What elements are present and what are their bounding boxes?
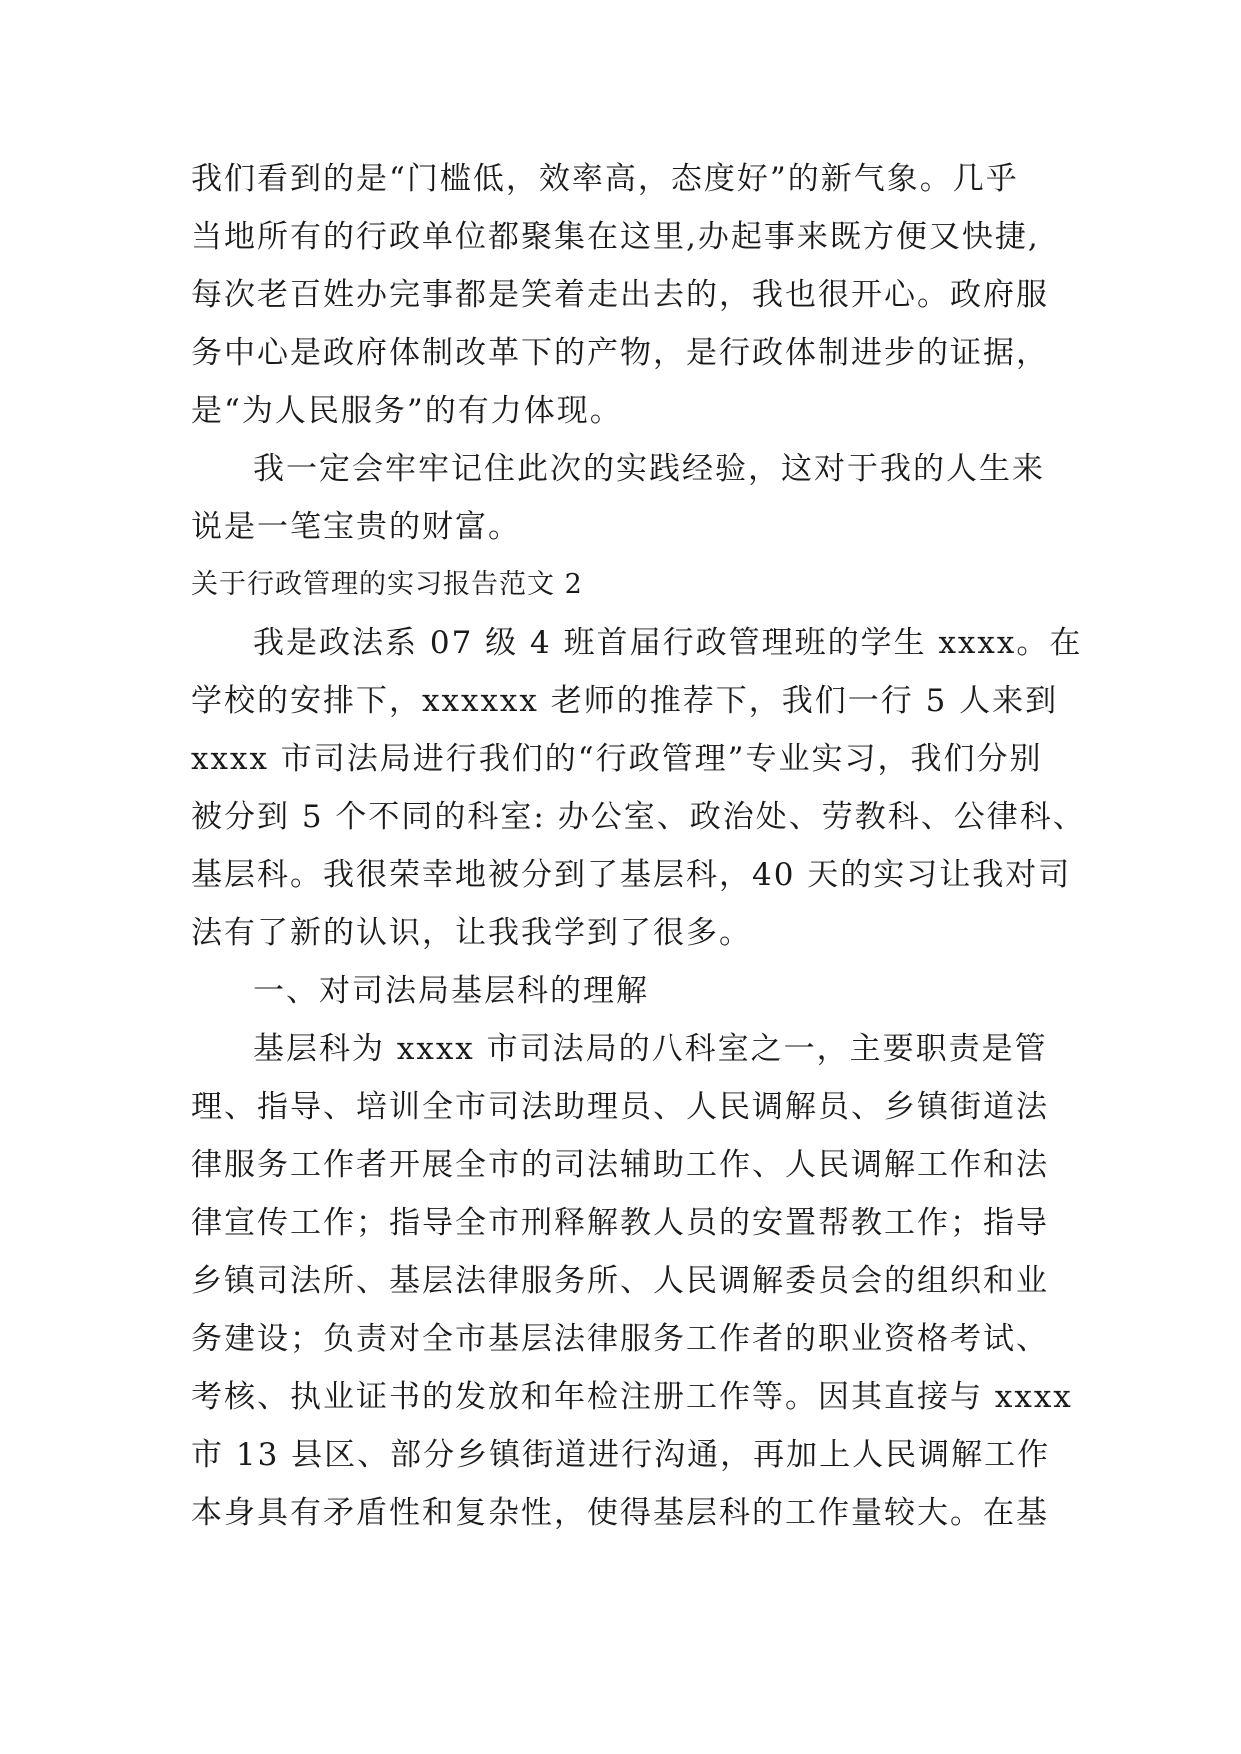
text-line: 基层科为 xxxx 市司法局的八科室之一，主要职责是管: [253, 1031, 1048, 1067]
text-line: 法有了新的认识，让我我学到了很多。: [191, 915, 752, 951]
text-line: 我们看到的是“门槛低，效率高，态度好”的新气象。几乎: [191, 161, 1019, 197]
text-line: 市 13 县区、部分乡镇街道进行沟通，再加上人民调解工作: [191, 1437, 1051, 1473]
text-line: 每次老百姓办完事都是笑着走出去的，我也很开心。政府服: [191, 277, 1049, 313]
text-line: 一、对司法局基层科的理解: [253, 973, 649, 1009]
text-line: 务中心是政府体制改革下的产物，是行政体制进步的证据，: [191, 335, 1049, 371]
text-line: 基层科。我很荣幸地被分到了基层科，40 天的实习让我对司: [191, 857, 1072, 893]
text-line: 学校的安排下，xxxxxx 老师的推荐下，我们一行 5 人来到: [191, 683, 1059, 719]
text-line: 当地所有的行政单位都聚集在这里,办起事来既方便又快捷,: [191, 219, 1040, 255]
text-line: 考核、执业证书的发放和年检注册工作等。因其直接与 xxxx: [191, 1379, 1073, 1415]
section-heading: 关于行政管理的实习报告范文 2: [191, 569, 583, 600]
text-line: 说是一笔宝贵的财富。: [191, 509, 521, 545]
text-line: 务建设；负责对全市基层法律服务工作者的职业资格考试、: [191, 1321, 1049, 1357]
text-line: 律服务工作者开展全市的司法辅助工作、人民调解工作和法: [191, 1147, 1049, 1183]
text-line: 被分到 5 个不同的科室: 办公室、政治处、劳教科、公律科、: [191, 799, 1086, 835]
text-line: 我是政法系 07 级 4 班首届行政管理班的学生 xxxx。在: [253, 625, 1083, 661]
text-line: 我一定会牢牢记住此次的实践经验，这对于我的人生来: [253, 451, 1045, 487]
text-line: 乡镇司法所、基层法律服务所、人民调解委员会的组织和业: [191, 1263, 1049, 1299]
text-line: 律宣传工作；指导全市刑释解教人员的安置帮教工作；指导: [191, 1205, 1049, 1241]
text-line: 本身具有矛盾性和复杂性，使得基层科的工作量较大。在基: [191, 1495, 1049, 1531]
text-line: xxxx 市司法局进行我们的“行政管理”专业实习，我们分别: [191, 741, 1043, 777]
text-line: 理、指导、培训全市司法助理员、人民调解员、乡镇街道法: [191, 1089, 1049, 1125]
document-body: [191, 150, 1091, 1542]
text-line: 是“为人民服务”的有力体现。: [191, 393, 623, 429]
